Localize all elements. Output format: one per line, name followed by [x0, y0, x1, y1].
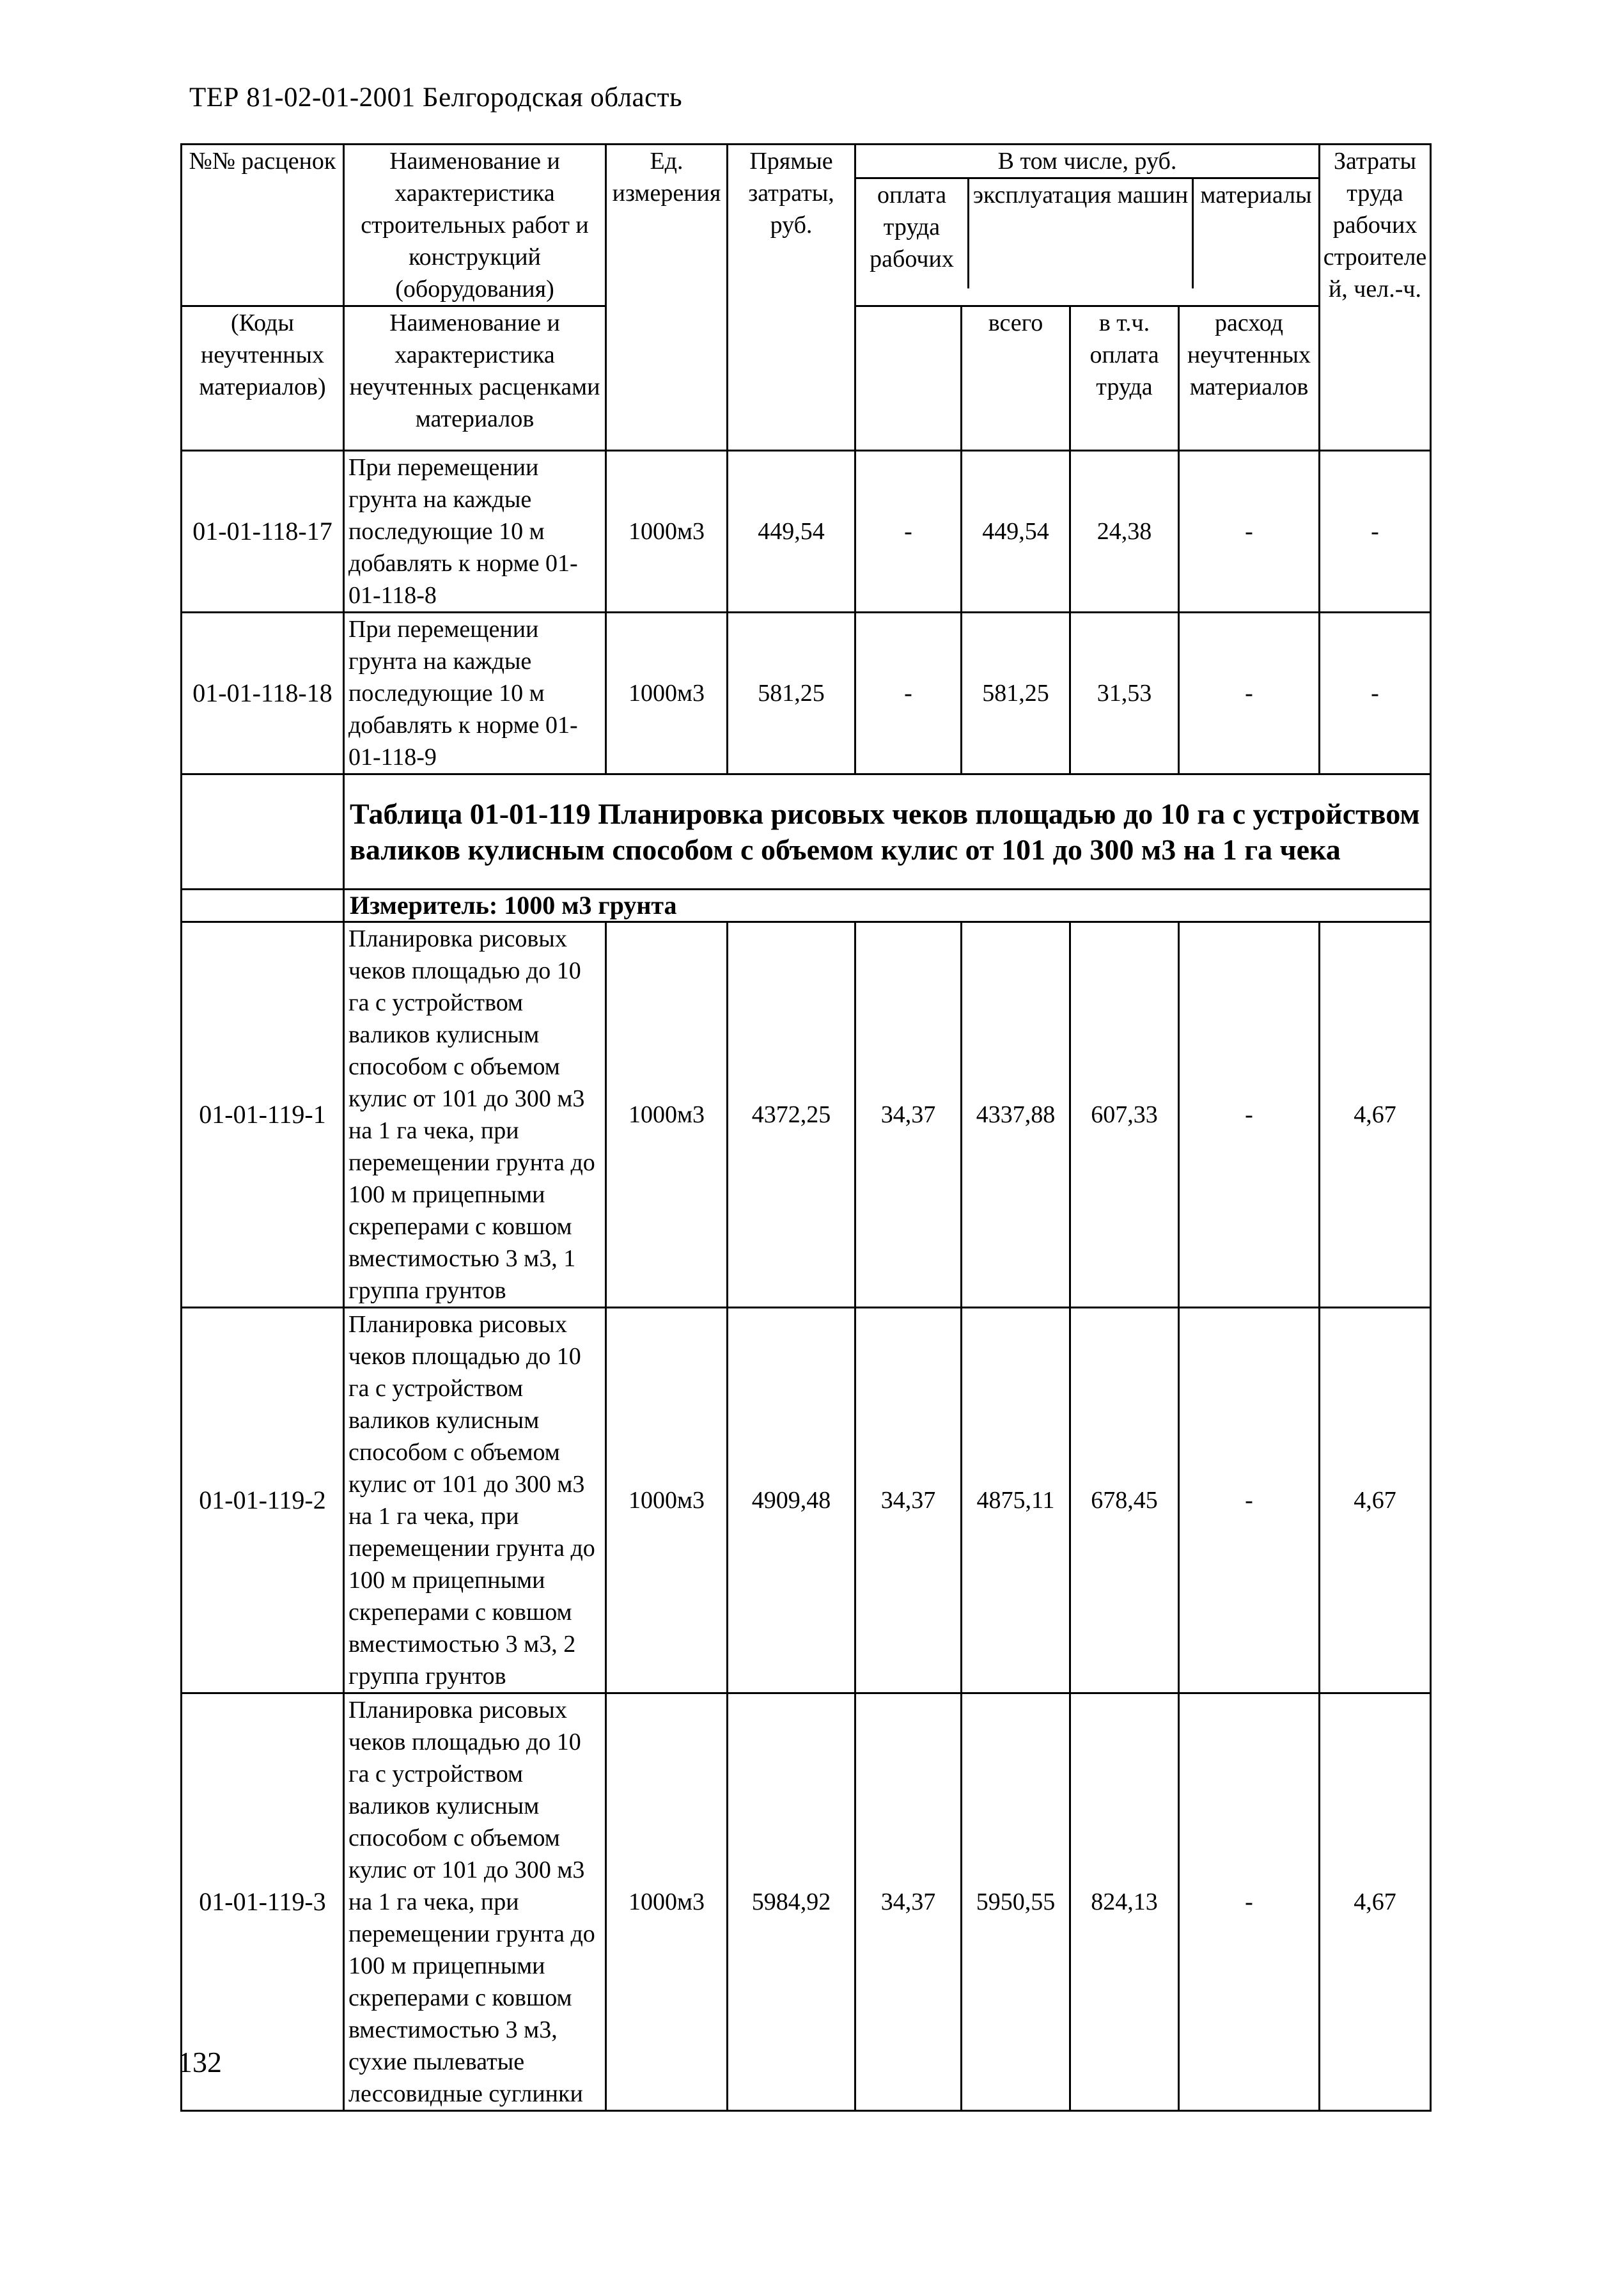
header-machines-total: всего	[962, 306, 1070, 451]
row-wages: -	[855, 451, 962, 613]
row-unit: 1000м3	[606, 1693, 728, 2111]
row-unit: 1000м3	[606, 922, 728, 1308]
header-code-sub: (Коды неучтенных материалов)	[182, 306, 344, 451]
row-machines-wages: 24,38	[1070, 451, 1179, 613]
row-code: 01-01-118-17	[182, 451, 344, 613]
row-materials: -	[1179, 1693, 1320, 2111]
row-code: 01-01-119-2	[182, 1308, 344, 1693]
header-labor: Затраты труда рабочих строителей, чел.-ч.	[1320, 145, 1431, 451]
table-row	[182, 451, 1431, 613]
row-name: Планировка рисовых чеков площадью до 10 га с устройством валиков кулисным способом с объемом кулис от 101 до 300 м3 на 1 га чека, при перемещении грунта до 100 м прицепными скреперами с ковшом вместимостью 3 м3, 2 группа грунтов	[344, 1308, 606, 1693]
row-machines-wages: 607,33	[1070, 922, 1179, 1308]
header-including-subtable	[856, 145, 1318, 288]
header-code: №№ расценок	[182, 145, 344, 306]
row-wages: 34,37	[855, 1693, 962, 2111]
row-labor: -	[1320, 451, 1431, 613]
table-row	[182, 1693, 1431, 2111]
row-labor: 4,67	[1320, 922, 1431, 1308]
row-name: При перемещении грунта на каждые последующие 10 м добавлять к норме 01-01-118-8	[344, 451, 606, 613]
row-direct: 449,54	[728, 451, 855, 613]
header-including: В том числе, руб.	[856, 145, 1318, 178]
header-name: Наименование и характеристика строительных работ и конструкций (оборудования)	[344, 145, 606, 306]
row-machines-total: 5950,55	[962, 1693, 1070, 2111]
row-unit: 1000м3	[606, 1308, 728, 1693]
row-machines-total: 4875,11	[962, 1308, 1070, 1693]
page-number: 132	[178, 2046, 222, 2078]
row-materials: -	[1179, 613, 1320, 774]
row-machines-wages: 31,53	[1070, 613, 1179, 774]
row-machines-total: 4337,88	[962, 922, 1070, 1308]
header-including-group	[855, 145, 1320, 306]
row-labor: 4,67	[1320, 1308, 1431, 1693]
row-labor: 4,67	[1320, 1693, 1431, 2111]
row-code: 01-01-119-1	[182, 922, 344, 1308]
row-direct: 581,25	[728, 613, 855, 774]
row-wages: 34,37	[855, 1308, 962, 1693]
row-wages: 34,37	[855, 922, 962, 1308]
table-row	[182, 922, 1431, 1308]
header-materials-unaccounted: расход неучтенных материалов	[1179, 306, 1320, 451]
row-machines-wages: 678,45	[1070, 1308, 1179, 1693]
rates-table	[180, 143, 1432, 2112]
header-wages-continuation	[855, 306, 962, 451]
section-measure: Измеритель: 1000 м3 грунта	[344, 890, 1431, 922]
row-machines-wages: 824,13	[1070, 1693, 1179, 2111]
row-name: При перемещении грунта на каждые последующие 10 м добавлять к норме 01-01-118-9	[344, 613, 606, 774]
row-labor: -	[1320, 613, 1431, 774]
header-machines-wages: в т.ч. оплата труда	[1070, 306, 1179, 451]
row-machines-total: 449,54	[962, 451, 1070, 613]
row-materials: -	[1179, 922, 1320, 1308]
row-materials: -	[1179, 451, 1320, 613]
section-title: Таблица 01-01-119 Планировка рисовых чеков площадью до 10 га с устройством валиков кулисным способом с объемом кулис от 101 до 300 м3 на 1 га чека	[344, 774, 1431, 890]
measure-blank-cell	[182, 890, 344, 922]
header-name-sub: Наименование и характеристика неучтенных расценками материалов	[344, 306, 606, 451]
header-materials: материалы	[1200, 182, 1312, 208]
row-code: 01-01-119-3	[182, 1693, 344, 2111]
row-name: Планировка рисовых чеков площадью до 10 га с устройством валиков кулисным способом с объемом кулис от 101 до 300 м3 на 1 га чека, при перемещении грунта до 100 м прицепными скреперами с ковшом вместимостью 3 м3, 1 группа грунтов	[344, 922, 606, 1308]
row-direct: 4372,25	[728, 922, 855, 1308]
row-code: 01-01-118-18	[182, 613, 344, 774]
running-header: ТЕР 81-02-01-2001 Белгородская область	[189, 82, 683, 113]
section-blank-cell	[182, 774, 344, 890]
row-materials: -	[1179, 1308, 1320, 1693]
table-row	[182, 613, 1431, 774]
row-unit: 1000м3	[606, 451, 728, 613]
row-direct: 5984,92	[728, 1693, 855, 2111]
header-direct-costs: Прямые затраты, руб.	[728, 145, 855, 451]
row-name: Планировка рисовых чеков площадью до 10 га с устройством валиков кулисным способом с объемом кулис от 101 до 300 м3 на 1 га чека, при перемещении грунта до 100 м прицепными скреперами с ковшом вместимостью 3 м3, сухие пылеватые лессовидные суглинки	[344, 1693, 606, 2111]
header-machines: эксплуатация машин	[969, 178, 1193, 288]
row-direct: 4909,48	[728, 1308, 855, 1693]
header-wages: оплата труда рабочих	[856, 178, 969, 288]
header-unit: Ед. измерения	[606, 145, 728, 451]
row-machines-total: 581,25	[962, 613, 1070, 774]
row-unit: 1000м3	[606, 613, 728, 774]
table-row	[182, 1308, 1431, 1693]
row-wages: -	[855, 613, 962, 774]
